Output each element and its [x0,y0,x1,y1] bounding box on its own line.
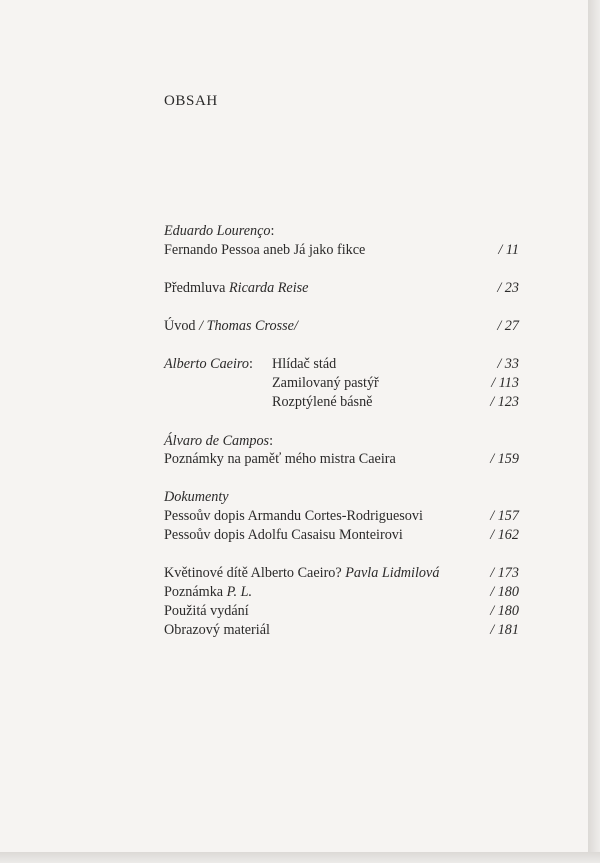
entry-author: P. L. [226,584,253,600]
page-edge-bottom [0,852,600,863]
page-number: / 181 [490,622,519,638]
entry-title: Poznámky na paměť mého mistra Caeira [164,451,396,467]
entry-title: Fernando Pessoa aneb Já jako fikce [164,242,366,258]
toc-section-heading [164,488,519,506]
page-number: / 123 [490,394,519,410]
page-number: / 180 [490,584,519,600]
toc-entry[interactable] [164,450,519,468]
entry-title: Pessoův dopis Armandu Cortes-Rodriguesovi [164,508,423,524]
toc-entry[interactable] [164,583,519,601]
toc-entry[interactable] [164,564,519,582]
entry-author: Pavla Lidmilová [345,565,440,581]
author-name: Eduardo Lourenço [164,223,271,239]
toc-entry[interactable] [164,317,519,335]
entry-title: Rozptýlené básně [272,394,373,410]
entry-title: Předmluva [164,280,230,296]
toc-entry[interactable] [164,507,519,525]
entry-title: Květinové dítě Alberto Caeiro? [164,565,346,581]
page-number: / 180 [490,603,519,619]
entry-title: Pessoův dopis Adolfu Casaisu Monteirovi [164,527,403,543]
author-name: Álvaro de Campos [164,433,270,449]
page-number: / 33 [497,356,519,372]
page-number: / 23 [497,280,519,296]
page-title: OBSAH [164,93,218,109]
page-number: / 113 [491,375,519,391]
page-number: / 27 [497,318,519,334]
toc-entry-author: Álvaro de Campos: [164,433,274,449]
toc-entry[interactable] [164,279,519,297]
page-number: / 162 [490,527,519,543]
page-number: / 159 [490,451,519,467]
entry-title: Obrazový materiál [164,622,270,638]
toc-entry[interactable]: Alberto Caeiro: Hlídač stád / 33 [164,356,519,372]
toc-entry-author: Eduardo Lourenço: [164,223,275,239]
toc-entry[interactable] [164,241,519,259]
toc-entry[interactable] [164,526,519,544]
page-number: / 173 [490,565,519,581]
entry-title: Poznámka [164,584,227,600]
author-name: Alberto Caeiro [164,356,249,372]
page-edge-right [588,0,600,863]
entry-title: Zamilovaný pastýř [272,375,379,391]
toc-entry[interactable] [164,621,519,639]
entry-author: / Thomas Crosse/ [199,318,298,334]
toc-entry[interactable] [164,602,519,620]
entry-title: Použitá vydání [164,603,249,619]
entry-title: Úvod [164,318,200,334]
entry-title: Hlídač stád [272,356,337,372]
section-name: Dokumenty [164,489,229,505]
page-number: / 11 [498,242,519,258]
page-number: / 157 [490,508,519,524]
entry-author: Ricarda Reise [229,280,309,296]
